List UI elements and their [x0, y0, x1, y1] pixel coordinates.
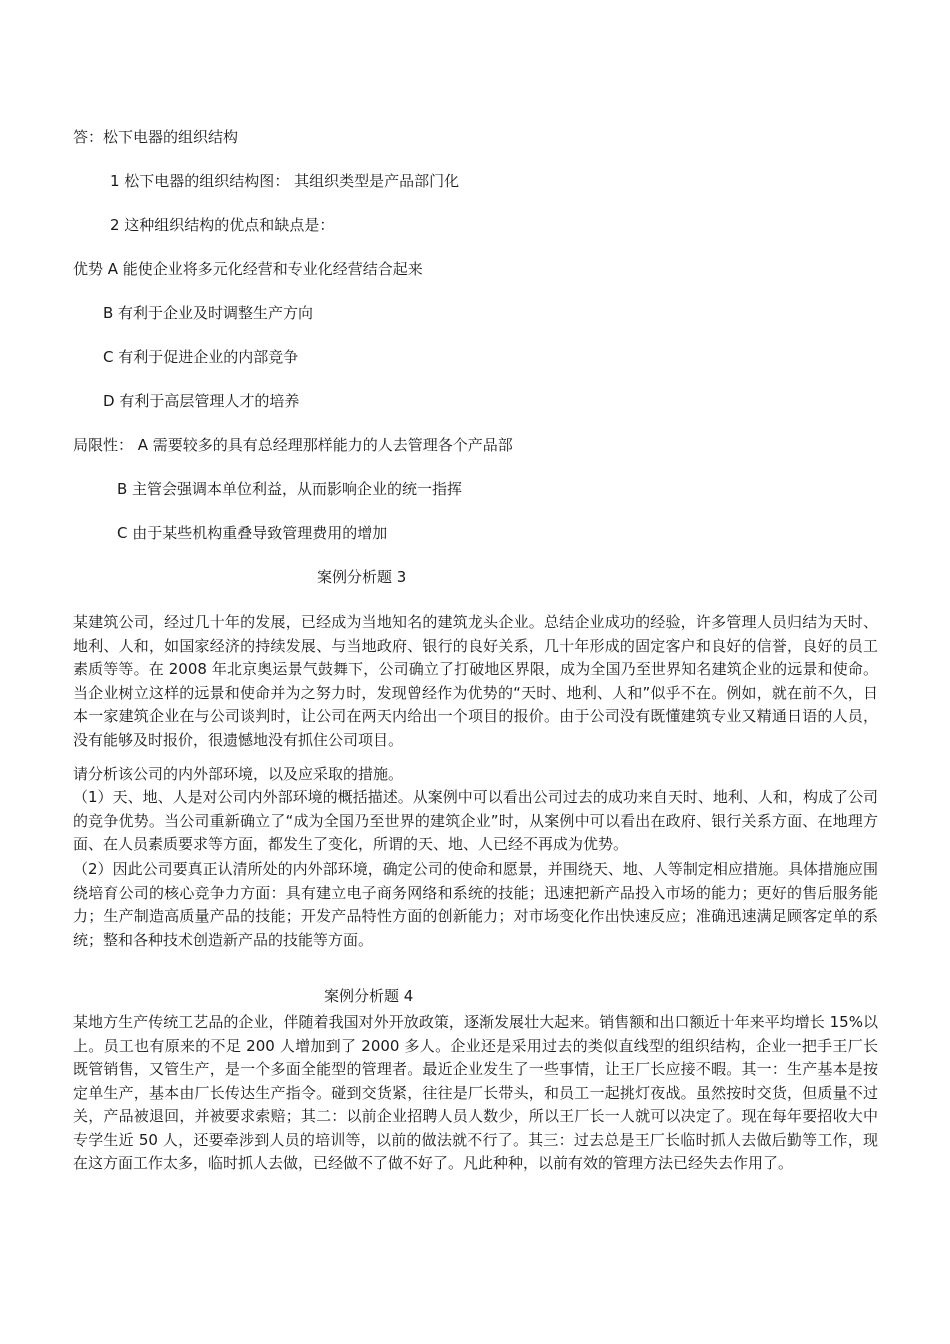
- pros-cons-item: 2 这种组织结构的优点和缺点是：: [110, 216, 335, 234]
- advantage-b: B 有利于企业及时调整生产方向: [103, 304, 314, 322]
- limitation-a: 局限性： A 需要较多的具有总经理那样能力的人去管理各个产品部: [73, 436, 513, 454]
- case3-question: 请分析该公司的内外部环境，以及应采取的措施。: [73, 765, 404, 783]
- structure-chart-item: 1 松下电器的组织结构图： 其组织类型是产品部门化: [110, 172, 460, 190]
- advantage-d: D 有利于高层管理人才的培养: [103, 392, 300, 410]
- limitation-c: C 由于某些机构重叠导致管理费用的增加: [117, 524, 388, 542]
- case3-answer-1: （1）天、地、人是对公司内外部环境的概括描述。从案例中可以看出公司过去的成功来自天时、地利、人和，构成了公司的竞争优势。当公司重新确立了“成为全国乃至世界的建筑企业”时，从案例中可以看出在政府、银行关系方面、在地理方面、在人员素质要求等方面，都发生了变化，所谓的天、地、人已经不再成为优势。: [73, 788, 878, 853]
- advantage-c: C 有利于促进企业的内部竞争: [103, 348, 299, 366]
- case3-title: 案例分析题 3: [317, 568, 407, 586]
- advantage-a: 优势 A 能使企业将多元化经营和专业化经营结合起来: [73, 260, 423, 278]
- case3-answer-2: （2）因此公司要真正认清所处的内外部环境，确定公司的使命和愿景，并围绕天、地、人等制定相应措施。具体措施应围绕培育公司的核心竞争力方面：具有建立电子商务网络和系统的技能；迅速把新产品投入市场的能力；更好的售后服务能力；生产制造高质量产品的技能；开发产品特性方面的创新能力；对市场变化作出快速反应；准确迅速满足顾客定单的系统；整和各种技术创造新产品的技能等方面。: [73, 860, 878, 949]
- case4-background: 某地方生产传统工艺品的企业，伴随着我国对外开放政策，逐渐发展壮大起来。销售额和出口额近十年来平均增长 15%以上。员工也有原来的不足 200 人增加到了 2000 多人。企业还是采用过去的类似直线型的组织结构，企业一把手王厂长既管销售，又管生产，是一个多面全能型的管理者。最近企业发生了一些事情，让王厂长应接不暇。其一：生产基本是按定单生产，基本由厂长传达生产指令。碰到交货紧，往往是厂长带头，和员工一起挑灯夜战。虽然按时交货，但质量不过关，产品被退回，并被要求索赔；其二：以前企业招聘人员人数少，所以王厂长一人就可以决定了。现在每年要招收大中专学生近 50 人，还要牵涉到人员的培训等，以前的做法就不行了。其三：过去总是王厂长临时抓人去做后勤等工作，现在这方面工作太多，临时抓人去做，已经做不了做不好了。凡此种种，以前有效的管理方法已经失去作用了。: [73, 1013, 878, 1172]
- case4-title: 案例分析题 4: [324, 987, 414, 1005]
- case3-background: 某建筑公司，经过几十年的发展，已经成为当地知名的建筑龙头企业。总结企业成功的经验，许多管理人员归结为天时、地利、人和，如国家经济的持续发展、与当地政府、银行的良好关系，几十年形成的固定客户和良好的信誉，良好的员工素质等等。在 2008 年北京奥运景气鼓舞下，公司确立了打破地区界限，成为全国乃至世界知名建筑企业的远景和使命。当企业树立这样的远景和使命并为之努力时，发现曾经作为优势的“天时、地利、人和”似乎不在。例如，就在前不久，日本一家建筑企业在与公司谈判时，让公司在两天内给出一个项目的报价。由于公司没有既懂建筑专业又精通日语的人员，没有能够及时报价，很遗憾地没有抓住公司项目。: [73, 613, 878, 749]
- limitation-b: B 主管会强调本单位利益，从而影响企业的统一指挥: [117, 480, 463, 498]
- answer-title: 答：松下电器的组织结构: [73, 128, 239, 146]
